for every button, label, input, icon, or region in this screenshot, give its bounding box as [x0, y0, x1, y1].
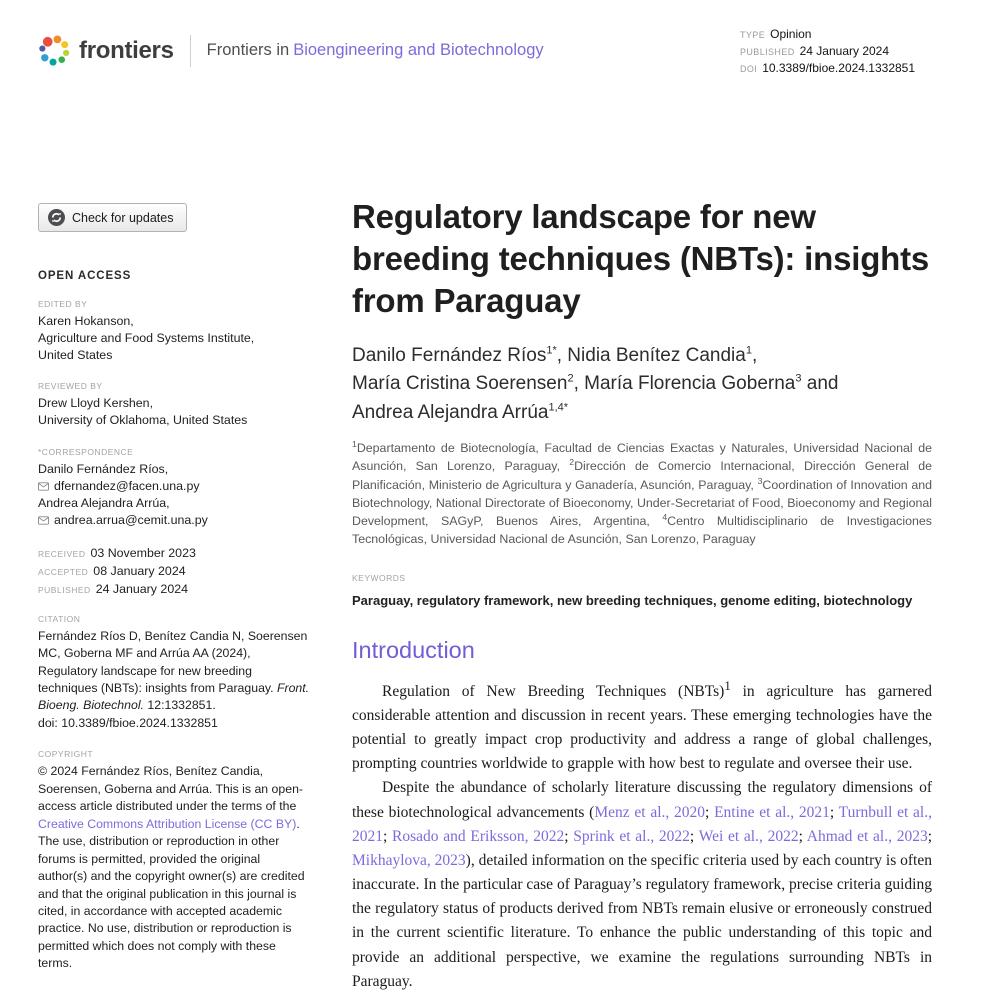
- cc-by-license-link[interactable]: Creative Commons Attribution License (CC BY): [38, 816, 297, 831]
- frontiers-logo-text: frontiers: [79, 36, 174, 64]
- meta-value-doi: 10.3389/fbioe.2024.1332851: [762, 61, 916, 75]
- meta-row-published: [740, 44, 915, 58]
- frontiers-logo-icon: [38, 34, 71, 67]
- meta-value-published: 24 January 2024: [799, 44, 890, 58]
- section-heading-introduction: Introduction: [352, 636, 475, 663]
- article-meta: [740, 27, 915, 78]
- introduction-body: [352, 677, 933, 994]
- correspondence-email[interactable]: [38, 512, 310, 529]
- edited-by-line: Karen Hokanson,: [38, 314, 134, 328]
- correspondence-email[interactable]: [38, 478, 310, 495]
- published-row: [38, 582, 310, 597]
- copyright-section: [38, 749, 310, 972]
- edited-by-section: [38, 299, 310, 364]
- affiliations: $^1$Departamento de Biotecnología, Facultad de Ciencias Exactas y Naturales, Universidad Nacional de Asunción, San Lorenzo, Paraguay, $^2$Dirección de Comercio Internacional, Dirección General de Planificación, Ministerio de Agricultura y Ganadería, Asunción, Paraguay, $^3$Coordination of Innovation and Biotechnology, National Directorate of Bioeconomy, Under-Secretariat of Food, Bioeconomy and Regional Development, SAGyP, Buenos Aires, Argentina, $^4$Centro Multidisciplinario de Investigaciones Tecnológicas, Universidad Nacional de Asunción, San Lorenzo, Paraguay: [352, 439, 933, 547]
- article-main: [352, 196, 932, 994]
- check-for-updates-label: Check for updates: [72, 210, 174, 225]
- edited-by-line: Agriculture and Food Systems Institute,: [38, 331, 255, 346]
- correspondence-email-text: andrea.arrua@cemit.una.py: [54, 512, 208, 527]
- citation-link[interactable]: Menz et al., 2020: [594, 803, 705, 821]
- history-dates-section: [38, 546, 310, 597]
- citation-section: [38, 614, 310, 733]
- paragraph: Regulation of New Breeding Techniques (NBTs)$^1$ in agriculture has garnered considerable attention and discussion in recent years. These emerging technologies have the potential to greatly impact crop productivity and address a range of global challenges, prompting countries worldwide to grapple with how best to regulate and oversee their use.: [352, 677, 933, 773]
- citation-link[interactable]: Ahmad et al., 2023: [806, 827, 928, 845]
- received-row: [38, 546, 310, 561]
- keywords-text: Paraguay, regulatory framework, new breeding techniques, genome editing, biotechnology: [352, 592, 913, 608]
- article-title: Regulatory landscape for new breeding techniques (NBTs): insights from Paraguay: [352, 198, 930, 319]
- accepted-label: ACCEPTED: [38, 566, 89, 577]
- received-label: RECEIVED: [38, 548, 86, 559]
- keywords-label: KEYWORDS: [352, 572, 406, 583]
- edited-by-label: EDITED BY: [38, 299, 88, 309]
- envelope-icon: [38, 516, 49, 525]
- header: [38, 34, 544, 67]
- authors: Danilo Fernández Ríos$^{1*}$, Nidia Benítez Candia$^1$, María Cristina Soerensen$^2$, María Florencia Goberna$^3$ and Andrea Alejandra Arrúa$^{1,4*}$: [352, 344, 839, 423]
- meta-row-type: [740, 27, 915, 41]
- citation-text: Fernández Ríos D, Benítez Candia N, Soerensen MC, Goberna MF and Arrúa AA (2024), Regulatory landscape for new breeding techniques (NBTs): insights from Paraguay. Front. Bioeng. Biotechnol. 12:1332851. doi: 10.3389/fbioe.2024.1332851: [38, 628, 310, 730]
- citation-link[interactable]: Rosado and Eriksson, 2022: [392, 827, 565, 845]
- copyright-text: © 2024 Fernández Ríos, Benítez Candia, Soerensen, Goberna and Arrúa. This is an open-access article distributed under the terms of the Creative Commons Attribution License (CC BY). The use, distribution or reproduction in other forums is permitted, provided the original author(s) and the copyright owner(s) are credited and that the original publication in this journal is cited, in accordance with accepted academic practice. No use, distribution or reproduction is permitted which does not comply with these terms.: [38, 764, 305, 971]
- citation-label: CITATION: [38, 613, 81, 624]
- meta-label-published: PUBLISHED: [740, 47, 795, 57]
- reviewed-by-section: [38, 381, 310, 429]
- crossmark-icon: [48, 209, 65, 226]
- published-label: PUBLISHED: [38, 584, 91, 595]
- envelope-icon: [38, 482, 49, 491]
- reviewed-by-label: REVIEWED BY: [38, 381, 103, 392]
- reviewed-by-line: University of Oklahoma, United States: [38, 413, 248, 428]
- citation-link[interactable]: Turnbull et al., 2021: [352, 803, 932, 845]
- accepted-row: [38, 564, 310, 579]
- meta-value-type: Opinion: [770, 27, 812, 41]
- correspondence-section: [38, 447, 310, 529]
- accepted-date: 08 January 2024: [93, 563, 186, 578]
- published-date: 24 January 2024: [95, 581, 189, 596]
- correspondence-name: Andrea Alejandra Arrúa,: [38, 495, 170, 510]
- received-date: 03 November 2023: [90, 545, 196, 560]
- correspondence-name: Danilo Fernández Ríos,: [38, 461, 169, 476]
- citation-link[interactable]: Wei et al., 2022: [698, 827, 799, 845]
- reviewed-by-line: Drew Lloyd Kershen,: [38, 396, 154, 411]
- edited-by-line: United States: [38, 348, 113, 363]
- meta-label-doi: DOI: [740, 64, 758, 74]
- meta-row-doi: [740, 61, 915, 75]
- copyright-label: COPYRIGHT: [38, 749, 94, 760]
- open-access-badge: OPEN ACCESS: [38, 270, 132, 282]
- paragraph: Despite the abundance of scholarly literature discussing the regulatory dimensions of these biotechnological advancements (Menz et al., 2020; Entine et al., 2021; Turnbull et al., 2021; Rosado and Eriksson, 2022; Sprink et al., 2022; Wei et al., 2022; Ahmad et al., 2023; Mikhaylova, 2023), detailed information on the specific criteria used by each country is often inaccurate. In the particular case of Paraguay’s regulatory framework, precise criteria guiding the regulatory status of products derived from NBTs remain elusive or erroneously construed in the current scientific literature. To enhance the public understanding of this topic and provide an additional perspective, we examine the regulations surrounding NBTs in Paraguay.: [352, 779, 933, 990]
- citation-link[interactable]: Entine et al., 2021: [714, 803, 830, 821]
- correspondence-label: *CORRESPONDENCE: [38, 446, 134, 457]
- check-for-updates-button[interactable]: [38, 203, 187, 232]
- journal-prefix: Frontiers in: [206, 41, 290, 59]
- citation-link[interactable]: Mikhaylova, 2023: [352, 851, 466, 869]
- meta-label-type: TYPE: [740, 30, 766, 40]
- journal-title: [207, 41, 544, 60]
- sidebar: [38, 203, 310, 973]
- citation-link[interactable]: Sprink et al., 2022: [573, 827, 690, 845]
- journal-name-link[interactable]: Bioengineering and Biotechnology: [293, 41, 544, 59]
- correspondence-email-text: dfernandez@facen.una.py: [54, 478, 200, 493]
- header-divider: [190, 35, 191, 67]
